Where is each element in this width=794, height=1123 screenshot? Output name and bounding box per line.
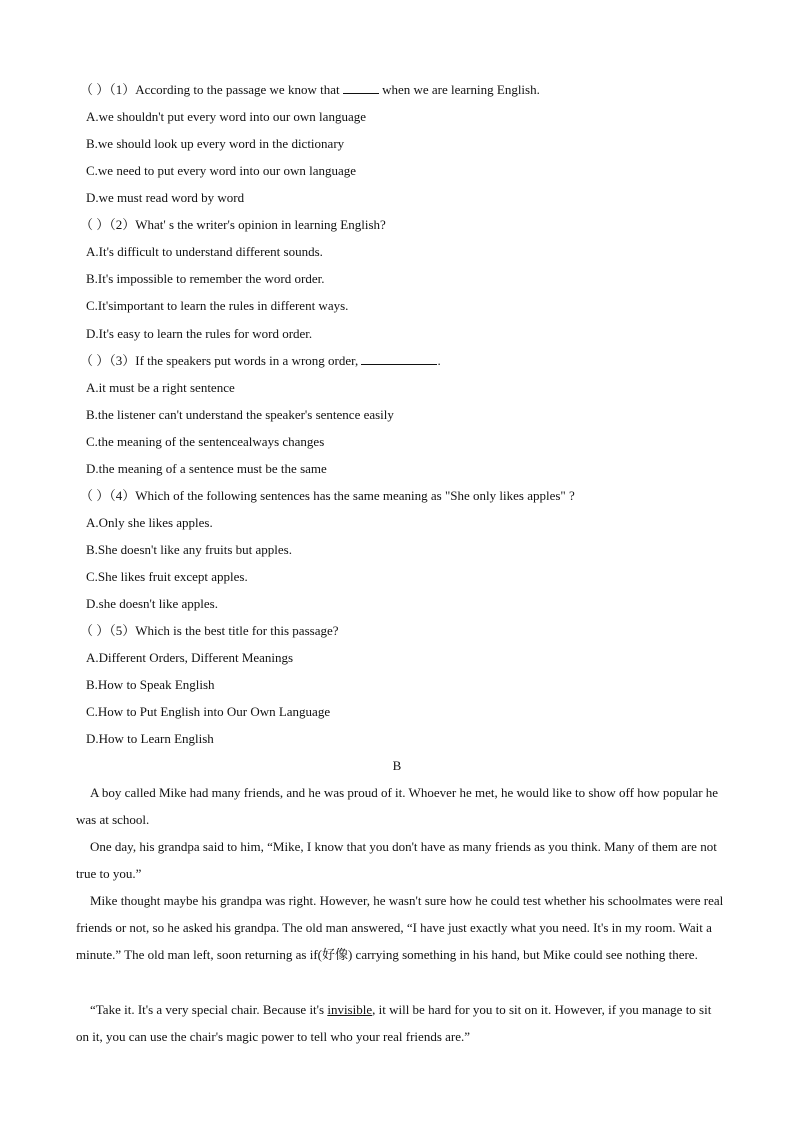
- question-1-stem: （ ）（1）According to the passage we know that: [80, 82, 340, 97]
- passage-paragraph: One day, his grandpa said to him, “Mike, I know that you don't have as many friends as you think. Many of them are not true to you.”: [76, 839, 717, 881]
- section-heading: B: [392, 758, 402, 773]
- option: C.we need to put every word into our own language: [86, 163, 357, 178]
- paragraph-text: “Take it. It's a very special chair. Because it's: [90, 1002, 325, 1017]
- option: D.It's easy to learn the rules for word order.: [86, 326, 313, 341]
- passage-paragraph: A boy called Mike had many friends, and he was proud of it. Whoever he met, he would like to show off how popular he was at school.: [76, 785, 719, 827]
- option: D.the meaning of a sentence must be the same: [86, 461, 327, 476]
- option: D.we must read word by word: [86, 190, 245, 205]
- option: B.we should look up every word in the dictionary: [86, 136, 345, 151]
- paragraph-text: , it will be hard for you to sit on it. However, if you manage to sit on it, you can use the chair's magic power to tell who your real friends are.”: [76, 1002, 712, 1044]
- question-5-stem: （ ）（5）Which is the best title for this passage?: [80, 623, 339, 638]
- option: A.Only she likes apples.: [86, 515, 213, 530]
- option: A.It's difficult to understand different sounds.: [86, 244, 323, 259]
- option: B.She doesn't like any fruits but apples.: [86, 542, 292, 557]
- question-3-stem-end: .: [437, 353, 441, 368]
- underlined-word: invisible: [327, 1002, 373, 1017]
- passage-paragraph: Mike thought maybe his grandpa was right. However, he wasn't sure how he could test whether his schoolmates were real friends or not, so he asked his grandpa. The old man answered, “I have just exactly what you need. It's in my room. Wait a minute.” The old man left, soon returning as if(好像) carrying something in his hand, but Mike could see nothing there.: [76, 893, 724, 962]
- option: B.the listener can't understand the speaker's sentence easily: [86, 407, 394, 422]
- question-1: [80, 82, 540, 98]
- option: C.She likes fruit except apples.: [86, 569, 248, 584]
- option: D.she doesn't like apples.: [86, 596, 218, 611]
- question-1-stem-end: when we are learning English.: [382, 82, 540, 97]
- question-2-stem: （ ）（2）What' s the writer's opinion in learning English?: [80, 217, 386, 232]
- question-5: [80, 623, 339, 639]
- answer-blank: [343, 82, 379, 94]
- question-4: [80, 488, 575, 504]
- question-3-stem: （ ）（3）If the speakers put words in a wrong order,: [80, 353, 359, 368]
- answer-blank: [361, 353, 437, 365]
- question-3: [80, 353, 441, 369]
- question-2: [80, 217, 386, 233]
- option: C.the meaning of the sentencealways changes: [86, 434, 325, 449]
- option: A.Different Orders, Different Meanings: [86, 650, 294, 665]
- passage-paragraph: [76, 996, 726, 1050]
- option: B.It's impossible to remember the word order.: [86, 271, 325, 286]
- option: A.it must be a right sentence: [86, 380, 235, 395]
- option: B.How to Speak English: [86, 677, 215, 692]
- option: C.It'simportant to learn the rules in different ways.: [86, 298, 349, 313]
- question-4-stem: （ ）（4）Which of the following sentences has the same meaning as "She only likes apples" ?: [80, 488, 575, 503]
- option: D.How to Learn English: [86, 731, 214, 746]
- option: A.we shouldn't put every word into our own language: [86, 109, 366, 124]
- option: C.How to Put English into Our Own Language: [86, 704, 331, 719]
